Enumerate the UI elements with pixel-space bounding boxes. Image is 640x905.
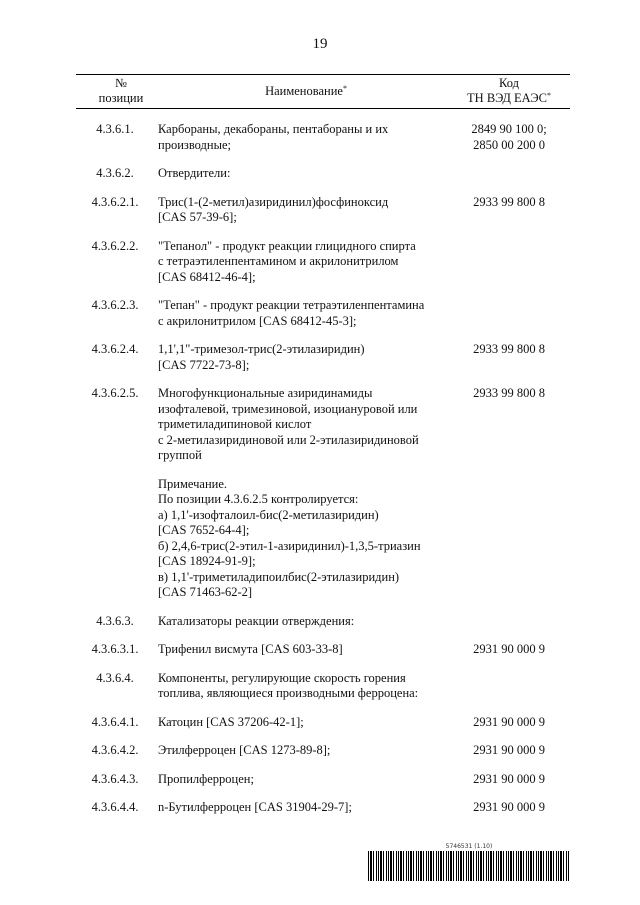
table-row — [76, 671, 570, 702]
row-number: 4.3.6.2.3. — [91, 298, 139, 312]
row-code: 2933 99 800 8 — [473, 386, 545, 400]
row-number: 4.3.6.3. — [96, 613, 134, 628]
row-number: 4.3.6.4.1. — [91, 714, 139, 729]
table-row — [76, 715, 570, 731]
row-code: 2931 90 000 9 — [473, 800, 545, 814]
row-code: 2931 90 000 9 — [473, 771, 545, 786]
header-name: Наименование* — [265, 84, 347, 98]
row-name: Карбораны, декабораны, пентабораны и их производные; — [158, 122, 389, 152]
row-name: Трис(1-(2-метил)азиридинил)фосфиноксид [CAS 57-39-6]; — [158, 194, 389, 224]
row-number: 4.3.6.4.3. — [91, 771, 139, 786]
row-number: 4.3.6.2.2. — [91, 238, 139, 253]
table-row — [76, 239, 570, 286]
page-number: 19 — [312, 36, 328, 52]
row-code: 2933 99 800 8 — [473, 342, 545, 356]
row-code: 2931 90 000 9 — [473, 714, 545, 729]
row-name: 1,1',1"-тримезол-трис(2-этилазиридин) [CAS 7722-73-8]; — [158, 342, 365, 372]
row-number: 4.3.6.1. — [96, 122, 134, 136]
row-code: 2931 90 000 9 — [473, 743, 545, 757]
row-number: 4.3.6.2. — [96, 166, 134, 180]
table-row — [76, 800, 570, 816]
row-name: "Тепанол" - продукт реакции глицидного спирта с тетраэтиленпентамином и акрилонитрилом [CAS 68412-46-4]; — [158, 238, 416, 284]
barcode-icon — [368, 851, 570, 881]
row-code: 2931 90 000 9 — [473, 642, 545, 656]
row-name: Этилферроцен [CAS 1273-89-8]; — [158, 743, 331, 757]
table-row — [76, 386, 570, 464]
row-name: Отвердители: — [158, 166, 231, 180]
table-row — [76, 772, 570, 788]
document-barcode — [368, 843, 570, 883]
table-row — [76, 166, 570, 182]
row-number: 4.3.6.4.2. — [91, 743, 139, 757]
row-name: Катализаторы реакции отверждения: — [158, 613, 355, 628]
row-name: n-Бутилферроцен [CAS 31904-29-7]; — [158, 800, 352, 814]
table-row — [76, 195, 570, 226]
row-name: Пропилферроцен; — [158, 771, 254, 786]
row-name: "Тепан" - продукт реакции тетраэтиленпентамина с акрилонитрилом [CAS 68412-45-3]; — [158, 298, 425, 328]
row-number: 4.3.6.3.1. — [91, 642, 139, 656]
row-number: 4.3.6.2.4. — [91, 342, 139, 356]
barcode-number: 5746531 (1.10) — [445, 843, 493, 850]
row-number: 4.3.6.2.1. — [91, 194, 139, 209]
row-name: Компоненты, регулирующие скорость горения топлива, являющиеся производными ферроцена: — [158, 670, 419, 700]
header-code: Код ТН ВЭД ЕАЭС* — [467, 76, 551, 105]
table-row — [76, 642, 570, 658]
table-body — [76, 122, 570, 829]
row-code: 2849 90 100 0; 2850 00 200 0 — [471, 122, 547, 152]
row-name: Многофункциональные азиридинамиды изофталевой, тримезиновой, изоциануровой или триметиладипиновой кислот с 2-метилазиридиновой или 2-этилазиридиновой группой — [158, 386, 419, 462]
row-name: Катоцин [CAS 37206-42-1]; — [158, 714, 304, 729]
table-header — [76, 74, 570, 109]
table-row — [76, 122, 570, 153]
row-number: 4.3.6.4.4. — [91, 800, 139, 814]
note-block — [76, 477, 570, 601]
header-position-number: № позиции — [98, 76, 144, 105]
table-row — [76, 614, 570, 630]
row-number: 4.3.6.2.5. — [91, 386, 139, 400]
table-row — [76, 342, 570, 373]
table-row — [76, 743, 570, 759]
row-code: 2933 99 800 8 — [473, 194, 545, 209]
row-number: 4.3.6.4. — [96, 670, 134, 685]
note-text: Примечание. По позиции 4.3.6.2.5 контролируется: а) 1,1'-изофталоил-бис(2-метилазиридин) [CAS 7652-64-4]; б) 2,4,6-трис(2-этил-1-азиридинил)-1,3,5-триазин [CAS 18924-91-9]; в) 1,1'-триметиладипоилбис(2-этилазиридин) [CAS 71463-62-2] — [158, 476, 421, 599]
table-row — [76, 298, 570, 329]
row-name: Трифенил висмута [CAS 603-33-8] — [158, 642, 343, 656]
